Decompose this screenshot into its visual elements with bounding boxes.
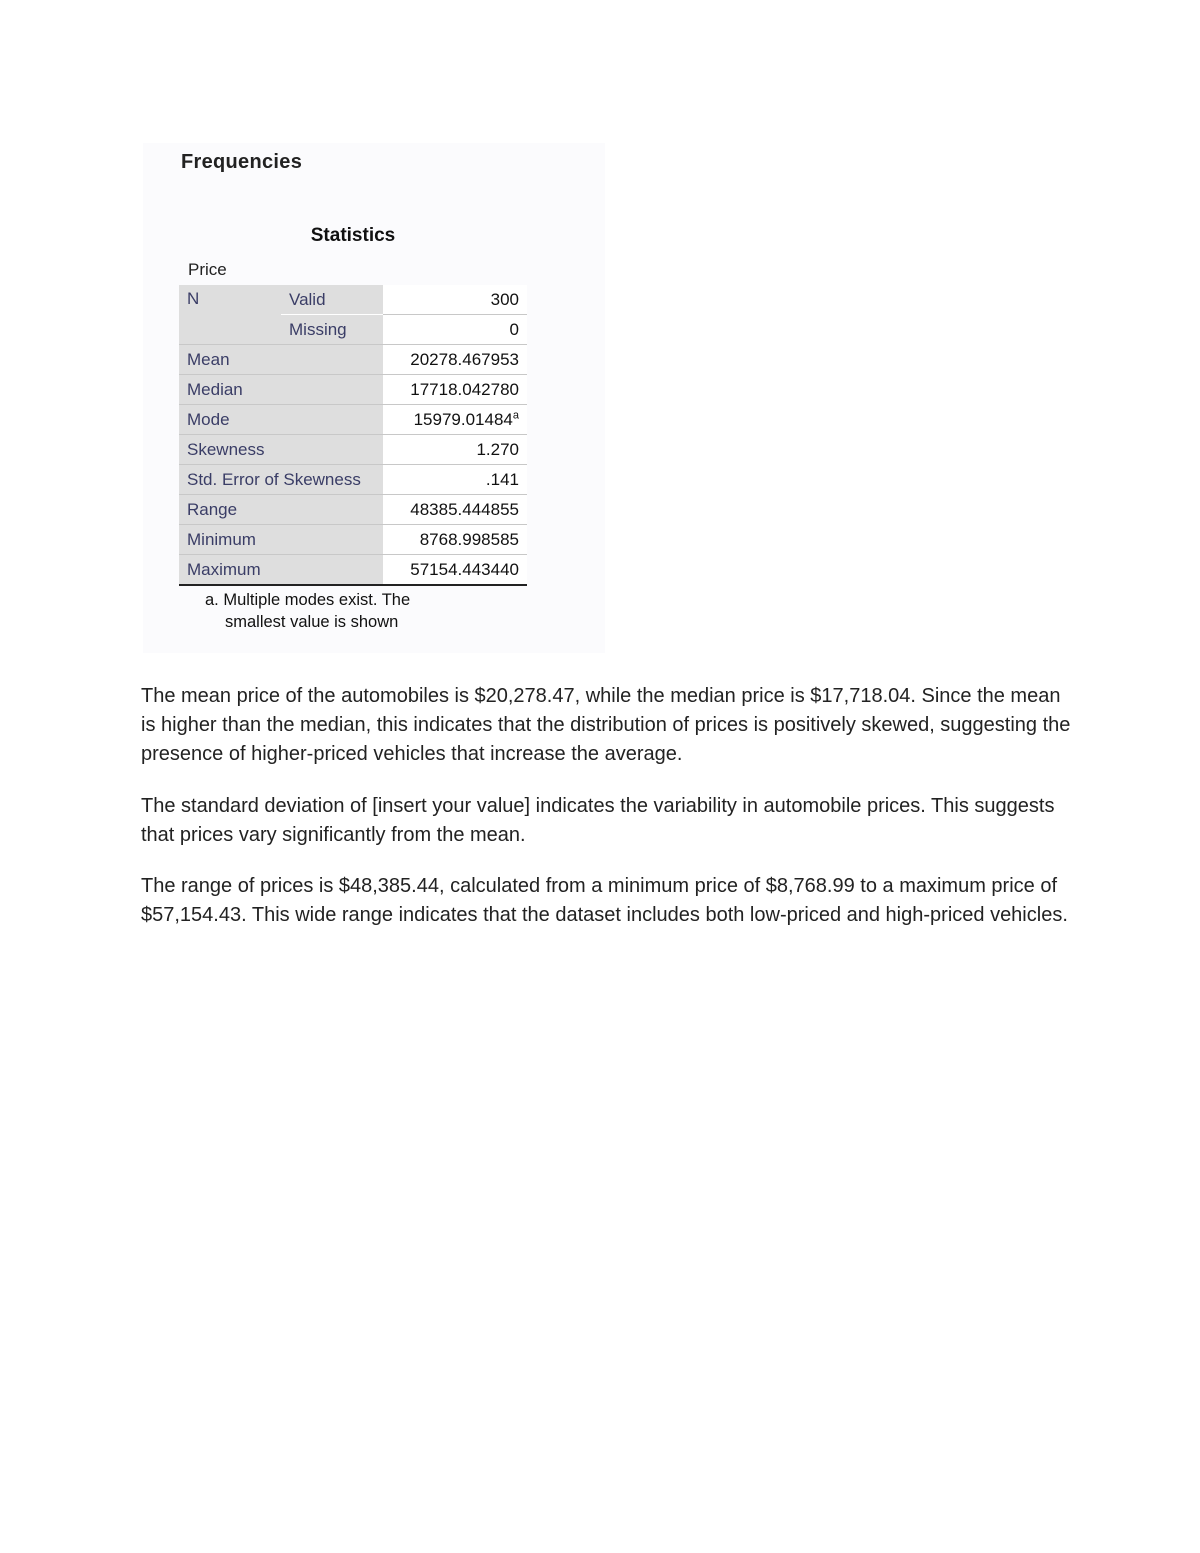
skewness-label: Skewness (179, 435, 383, 465)
frequencies-heading: Frequencies (181, 151, 303, 173)
mean-label: Mean (179, 345, 383, 375)
statistics-table-title: Statistics (310, 225, 396, 246)
se-skewness-label: Std. Error of Skewness (179, 465, 383, 495)
variable-label: Price (188, 260, 227, 279)
table-row-median (179, 375, 527, 405)
maximum-label: Maximum (179, 555, 383, 586)
table-row-mean (179, 345, 527, 375)
mode-label: Mode (179, 405, 383, 435)
footnote-line-2: smallest value is shown (225, 613, 399, 631)
mode-cell (383, 405, 527, 435)
table-row-range (179, 495, 527, 525)
skewness-value: 1.270 (383, 435, 527, 465)
table-footnote (205, 589, 410, 633)
paragraph-mean-median: The mean price of the automobiles is $20,278.47, while the median price is $17,718.04. Since the mean is higher than the median, this indicates that the distribution of prices is positively skewed, suggesting the presence of higher-priced vehicles that increase the average. (141, 685, 1071, 765)
spss-output-panel (143, 143, 605, 653)
table-row-se-skewness (179, 465, 527, 495)
mode-value: 15979.01484 (413, 409, 513, 429)
table-row-valid (179, 285, 527, 315)
valid-value: 300 (383, 285, 527, 315)
minimum-label: Minimum (179, 525, 383, 555)
missing-value: 0 (383, 315, 527, 345)
table-row-maximum (179, 555, 527, 586)
table-row-minimum (179, 525, 527, 555)
mean-value: 20278.467953 (383, 345, 527, 375)
paragraph-range: The range of prices is $48,385.44, calculated from a minimum price of $8,768.99 to a maximum price of $57,154.43. This wide range indicates that the dataset includes both low-priced and high-priced vehicles. (141, 875, 1068, 926)
se-skewness-value: .141 (383, 465, 527, 495)
missing-label: Missing (281, 315, 383, 345)
range-label: Range (179, 495, 383, 525)
footnote-line-1: a. Multiple modes exist. The (205, 591, 411, 609)
median-value: 17718.042780 (383, 375, 527, 405)
table-row-mode (179, 405, 527, 435)
table-row-skewness (179, 435, 527, 465)
mode-footnote-marker: a (512, 408, 519, 421)
paragraph-std-deviation: The standard deviation of [insert your value] indicates the variability in automobile prices. This suggests that prices vary significantly from the mean. (141, 795, 1055, 846)
statistics-table (179, 285, 527, 586)
valid-label: Valid (281, 285, 383, 315)
n-label: N (179, 285, 281, 345)
median-label: Median (179, 375, 383, 405)
minimum-value: 8768.998585 (383, 525, 527, 555)
range-value: 48385.444855 (383, 495, 527, 525)
maximum-value: 57154.443440 (383, 555, 527, 586)
